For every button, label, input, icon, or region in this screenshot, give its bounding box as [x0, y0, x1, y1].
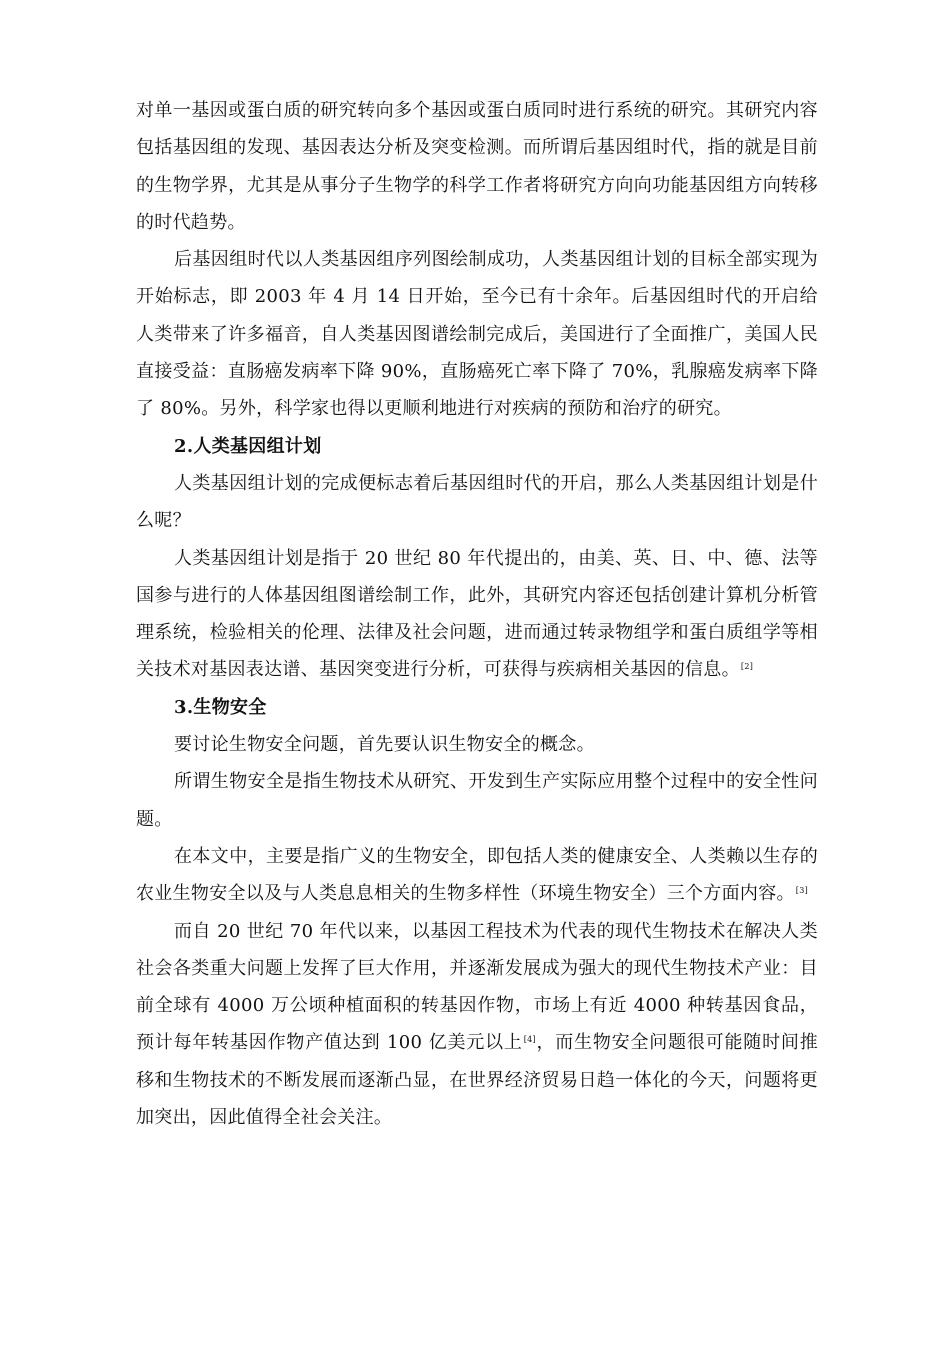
section-heading-biosafety: 3.生物安全	[174, 696, 267, 718]
paragraph-biosafety-intro: 要讨论生物安全问题，首先要认识生物安全的概念。	[174, 734, 595, 756]
paragraph-text: 在本文中，主要是指广义的生物安全，即包括人类的健康安全、人类赖以生存的农业生物安全以及与人类息息相关的生物多样性（环境生物安全）三个方面内容。	[136, 845, 818, 905]
paragraph-hgp-question: 人类基因组计划的完成便标志着后基因组时代的开启，那么人类基因组计划是什么呢？	[136, 472, 818, 532]
document-page	[136, 92, 818, 1136]
paragraph-biosafety-definition: 所谓生物安全是指生物技术从研究、开发到生产实际应用整个过程中的安全性问题。	[136, 771, 818, 830]
citation-marker: [4]	[523, 1035, 536, 1045]
paragraph-biosafety-scope	[136, 838, 818, 913]
paragraph-continued: 对单一基因或蛋白质的研究转向多个基因或蛋白质同时进行系统的研究。其研究内容包括基因组的发现、基因表达分析及突变检测。而所谓后基因组时代，指的就是目前的生物学界，尤其是从事分子生物学的科学工作者将研究方向向功能基因组方向转移的时代趋势。	[136, 100, 818, 233]
paragraph-hgp-definition	[136, 540, 818, 689]
paragraph-text: ，而生物安全问题很可能随时间推移和生物技术的不断发展而逐渐凸显，在世界经济贸易日趋一体化的今天，问题将更加突出，因此值得全社会关注。	[136, 1032, 818, 1129]
paragraph-text: 人类基因组计划是指于 20 世纪 80 年代提出的，由美、英、日、中、德、法等国参与进行的人体基因组图谱绘制工作，此外，其研究内容还包括创建计算机分析管理系统，检验相关的伦理、法律及社会问题，进而通过转录物组学和蛋白质组学等相关技术对基因表达谱、基因突变进行分析，可获得与疾病相关基因的信息。	[136, 547, 818, 681]
citation-marker: [3]	[795, 886, 809, 896]
paragraph-post-genome-era: 后基因组时代以人类基因组序列图绘制成功，人类基因组计划的目标全部实现为开始标志，即 2003 年 4 月 14 日开始，至今已有十余年。后基因组时代的开启给人类带来了许多福音，自人类基因图谱绘制完成后，美国进行了全面推广，美国人民直接受益：直肠癌发病率下降 90%，直肠癌死亡率下降了 70%，乳腺癌发病率下降了 80%。另外，科学家也得以更顺利地进行对疾病的预防和治疗的研究。	[136, 249, 818, 420]
paragraph-text: 而自 20 世纪 70 年代以来，以基因工程技术为代表的现代生物技术在解决人类社会各类重大问题上发挥了巨大作用，并逐渐发展成为强大的现代生物技术产业：目前全球有 4000 万公顷种植面积的转基因作物，市场上有近 4000 种转基因食品，预计每年转基因作物产值达到 100 亿美元以上	[136, 920, 818, 1054]
section-heading-human-genome-project: 2.人类基因组计划	[174, 435, 322, 457]
paragraph-biotech-industry	[136, 913, 818, 1137]
citation-marker: [2]	[740, 662, 754, 672]
